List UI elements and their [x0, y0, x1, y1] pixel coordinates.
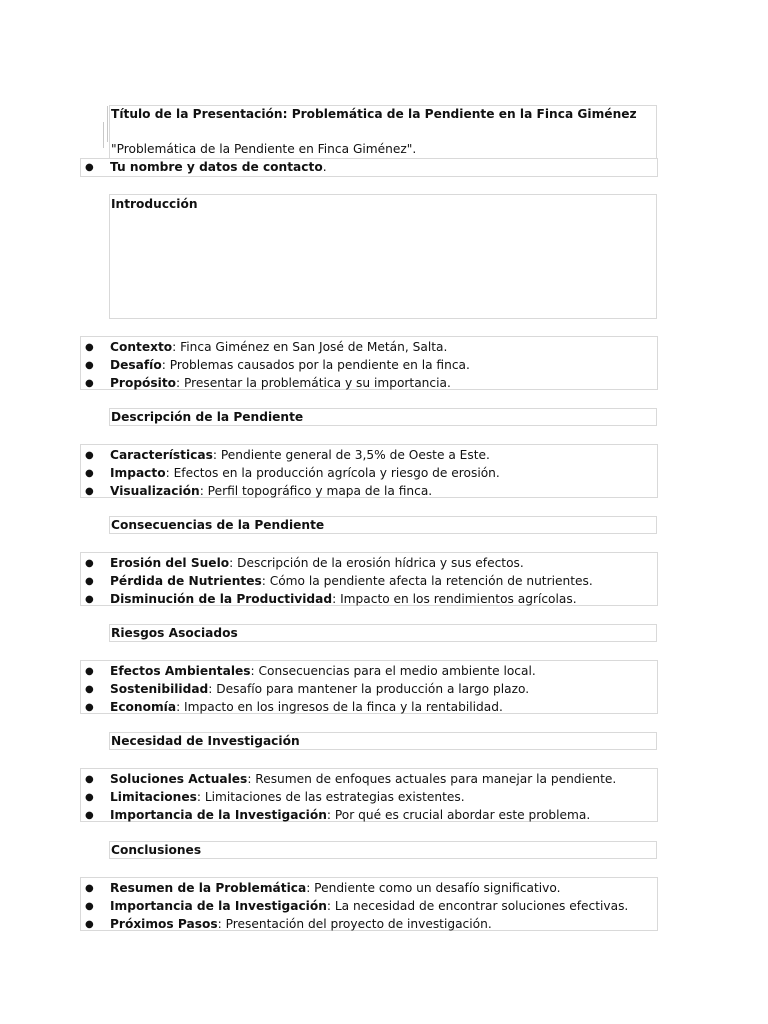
bullet-icon: ●: [85, 918, 94, 930]
list-item: [81, 771, 657, 789]
list-item: [81, 159, 657, 177]
title-box[interactable]: [109, 105, 657, 159]
bullet-icon: ●: [85, 593, 94, 605]
item-bold: Importancia de la Investigación: [110, 898, 327, 913]
item-text: : Por qué es crucial abordar este problema.: [326, 807, 591, 822]
item-bold: Disminución de la Productividad: [110, 591, 333, 606]
list-item: [81, 807, 657, 825]
bullet-icon: ●: [85, 575, 94, 587]
text-cursor-guide-inner: [103, 122, 104, 148]
section-heading-necesidad[interactable]: [109, 732, 657, 750]
item-bold: Sostenibilidad: [110, 681, 209, 696]
item-bold: Propósito: [110, 375, 177, 390]
item-bold: Impacto: [110, 465, 166, 480]
item-text: : Resumen de enfoques actuales para manejar la pendiente.: [247, 772, 617, 786]
bullet-icon: ●: [85, 683, 94, 695]
section-heading-consecuencias[interactable]: [109, 516, 657, 534]
item-text: : Impacto en los ingresos de la finca y la rentabilidad.: [176, 699, 503, 714]
list-item: [81, 465, 657, 483]
list-item: [81, 339, 657, 357]
bullet-icon: ●: [85, 900, 94, 912]
bullet-icon: ●: [85, 701, 94, 713]
item-bold: Próximos Pasos: [110, 916, 218, 931]
section-heading-riesgos[interactable]: [109, 624, 657, 642]
section-list-consecuencias[interactable]: [80, 552, 658, 606]
list-item: [81, 880, 657, 898]
section-heading-descripcion[interactable]: [109, 408, 657, 426]
text-cursor-guide: [107, 106, 108, 142]
list-item: [81, 357, 657, 375]
item-text: : Impacto en los rendimientos agrícolas.: [332, 591, 577, 606]
item-text: : Pendiente general de 3,5% de Oeste a Este.: [212, 448, 490, 462]
list-item: [81, 681, 657, 699]
section-list-introduccion[interactable]: [80, 336, 658, 390]
contact-list[interactable]: [80, 158, 658, 177]
section-list-riesgos[interactable]: [80, 660, 658, 714]
item-bold: Resumen de la Problemática: [110, 881, 307, 895]
bullet-icon: ●: [85, 359, 94, 371]
item-bold: Soluciones Actuales: [110, 772, 248, 786]
section-heading-conclusiones[interactable]: [109, 841, 657, 859]
presentation-title: Título de la Presentación: Problemática de la Pendiente en la Finca Giménez: [111, 107, 637, 121]
bullet-icon: ●: [85, 162, 94, 173]
item-text: : Efectos en la producción agrícola y riesgo de erosión.: [165, 465, 500, 480]
bullet-icon: ●: [85, 377, 94, 389]
list-item: [81, 898, 657, 916]
bullet-icon: ●: [85, 485, 94, 497]
item-text: : Finca Giménez en San José de Metán, Salta.: [172, 340, 448, 354]
presentation-subtitle: "Problemática de la Pendiente en Finca Giménez".: [111, 142, 417, 156]
bullet-icon: ●: [85, 558, 94, 569]
item-bold: Efectos Ambientales: [110, 664, 251, 678]
section-list-necesidad[interactable]: [80, 768, 658, 822]
item-text: : Perfil topográfico y mapa de la finca.: [199, 483, 433, 498]
item-bold: Importancia de la Investigación: [110, 807, 327, 822]
bullet-icon: ●: [85, 774, 94, 785]
heading-text: Introducción: [111, 197, 198, 211]
bullet-icon: ●: [85, 791, 94, 803]
heading-text: Riesgos Asociados: [111, 626, 238, 640]
list-item: [81, 555, 657, 573]
list-item: [81, 591, 657, 609]
list-item: [81, 573, 657, 591]
item-text: : Cómo la pendiente afecta la retención de nutrientes.: [261, 573, 593, 588]
item-text: : La necesidad de encontrar soluciones efectivas.: [326, 898, 629, 913]
item-bold: Limitaciones: [110, 789, 197, 804]
item-text: : Limitaciones de las estrategias existentes.: [196, 789, 465, 804]
bullet-icon: ●: [85, 450, 94, 461]
item-text: : Pendiente como un desafío significativo.: [306, 881, 561, 895]
item-text: .: [322, 160, 327, 174]
item-bold: Visualización: [110, 483, 200, 498]
item-bold: Características: [110, 448, 213, 462]
list-item: [81, 375, 657, 393]
list-item: [81, 916, 657, 934]
heading-text: Consecuencias de la Pendiente: [111, 518, 325, 532]
bullet-icon: ●: [85, 809, 94, 821]
heading-text: Descripción de la Pendiente: [111, 410, 304, 424]
item-bold: Pérdida de Nutrientes: [110, 573, 262, 588]
heading-text: Necesidad de Investigación: [111, 734, 300, 748]
item-text: : Consecuencias para el medio ambiente local.: [250, 664, 536, 678]
section-list-descripcion[interactable]: [80, 444, 658, 498]
section-list-conclusiones[interactable]: [80, 877, 658, 931]
item-bold: Contexto: [110, 340, 173, 354]
item-text: : Desafío para mantener la producción a largo plazo.: [208, 681, 530, 696]
list-item: [81, 663, 657, 681]
bullet-icon: ●: [85, 467, 94, 479]
item-bold: Economía: [110, 699, 177, 714]
item-text: : Presentación del proyecto de investigación.: [217, 916, 492, 931]
item-bold: Tu nombre y datos de contacto: [110, 160, 323, 174]
item-bold: Erosión del Suelo: [110, 556, 230, 570]
bullet-icon: ●: [85, 666, 94, 677]
heading-text: Conclusiones: [111, 843, 202, 857]
list-item: [81, 483, 657, 501]
list-item: [81, 789, 657, 807]
bullet-icon: ●: [85, 342, 94, 353]
item-text: : Problemas causados por la pendiente en la finca.: [161, 357, 470, 372]
list-item: [81, 447, 657, 465]
section-heading-introduccion[interactable]: [109, 194, 657, 319]
bullet-icon: ●: [85, 883, 94, 894]
list-item: [81, 699, 657, 717]
item-text: : Descripción de la erosión hídrica y sus efectos.: [229, 556, 524, 570]
item-text: : Presentar la problemática y su importancia.: [176, 375, 451, 390]
item-bold: Desafío: [110, 357, 162, 372]
